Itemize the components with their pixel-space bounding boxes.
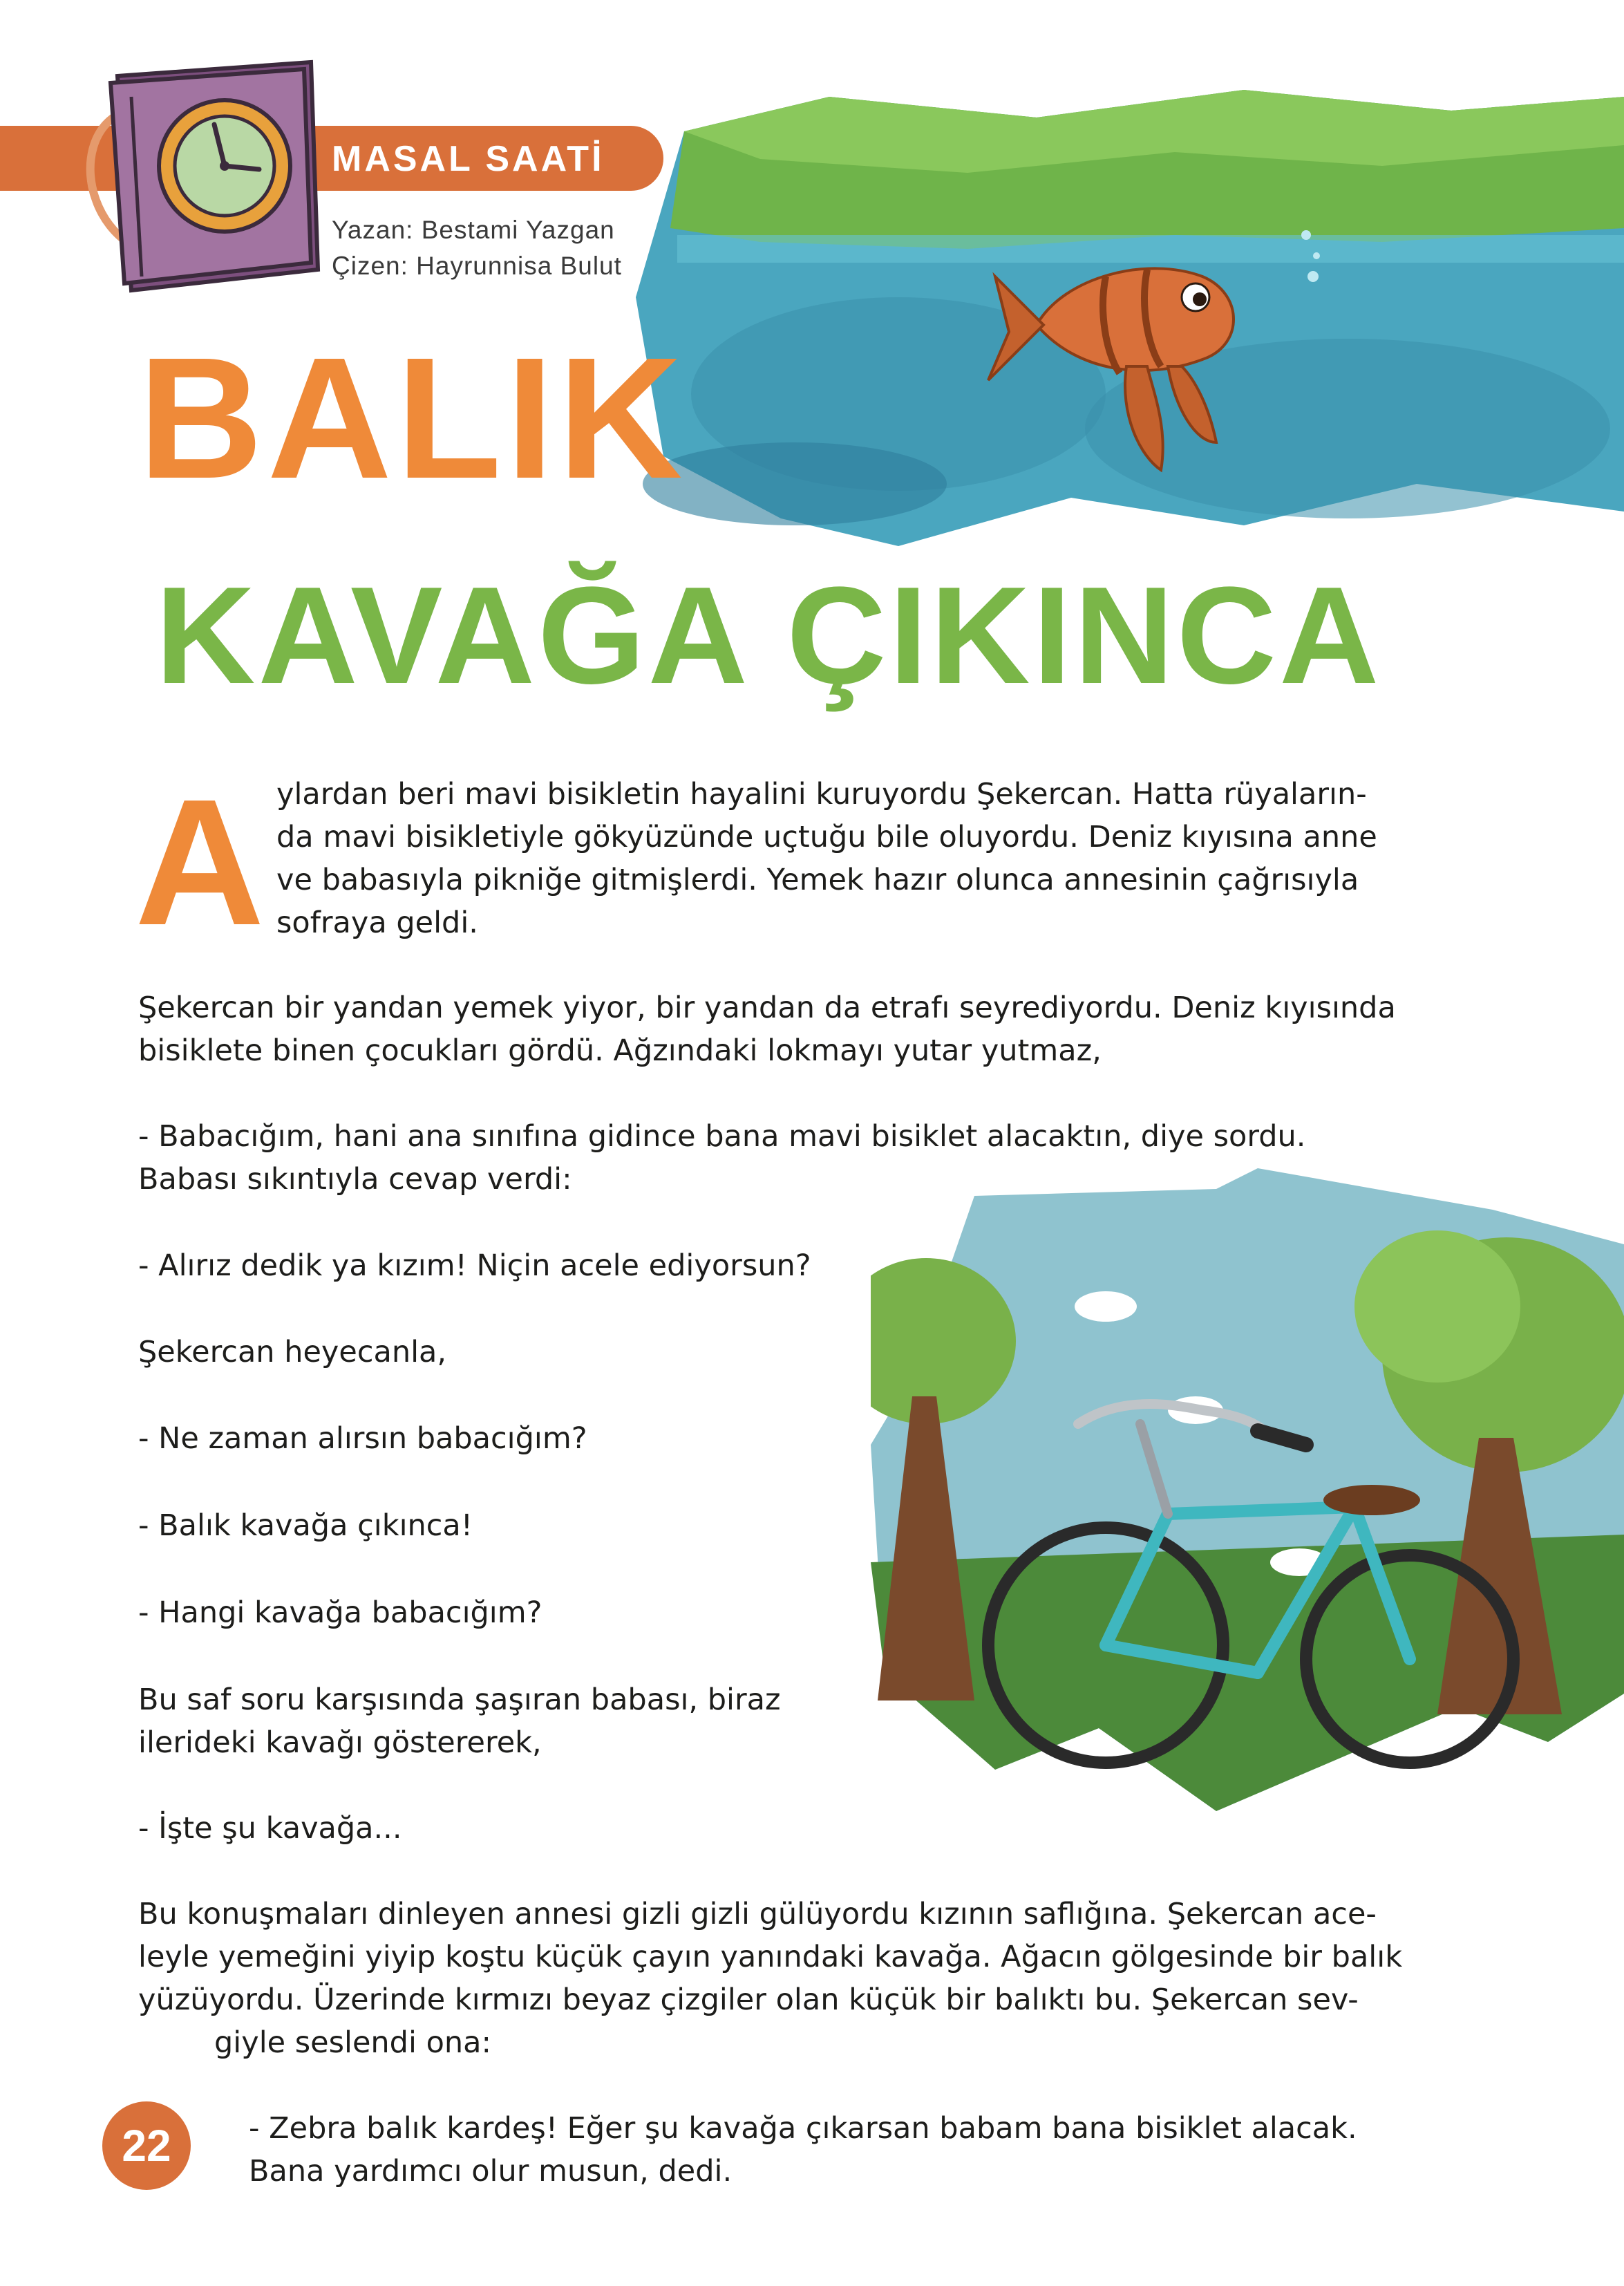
paragraph-line: - Babacığım, hani ana sınıfına gidince bana mavi bisiklet alacaktın, diye sordu. <box>138 1119 1306 1154</box>
intro-paragraph <box>276 773 1444 944</box>
bicycle-illustration <box>871 1147 1624 1873</box>
dialogue-line: - Balık kavağa çıkınca! <box>138 1508 473 1543</box>
paragraph-line: Bana yardımcı olur musun, dedi. <box>249 2154 733 2189</box>
author-credit: Yazan: Bestami Yazgan <box>332 216 615 244</box>
page-number-badge: 22 <box>102 2101 191 2190</box>
paragraph-line: leyle yemeğini yiyip koştu küçük çayın yanındaki kavağa. Ağacın gölgesinde bir balık <box>138 1940 1403 1974</box>
story-title-line1: BALIK <box>138 321 687 514</box>
intro-line: ve babasıyla pikniğe gitmişlerdi. Yemek hazır olunca annesinin çağrısıyla <box>276 863 1359 897</box>
drop-cap: A <box>135 762 265 963</box>
paragraph-line: yüzüyordu. Üzerinde kırmızı beyaz çizgiler olan küçük bir balıktı bu. Şekercan sev- <box>138 1983 1359 2017</box>
paragraph-line: Bu konuşmaları dinleyen annesi gizli gizli gülüyordu kızının saflığına. Şekercan ace- <box>138 1897 1377 1931</box>
paragraph-line: Babası sıkıntıyla cevap verdi: <box>138 1162 572 1197</box>
paragraph-5 <box>138 1893 1444 2064</box>
paragraph-line: - Zebra balık kardeş! Eğer şu kavağa çıkarsan babam bana bisiklet alacak. <box>249 2111 1357 2146</box>
paragraph-line: ilerideki kavağı göstererek, <box>138 1725 542 1760</box>
paragraph-line: bisiklete binen çocukları gördü. Ağzındaki lokmayı yutar yutmaz, <box>138 1033 1102 1068</box>
paragraph-line: giyle seslendi ona: <box>214 2025 491 2060</box>
paragraph-4 <box>138 1678 864 1764</box>
book-clock-icon <box>104 55 325 297</box>
dialogue-line: - İşte şu kavağa... <box>138 1811 402 1846</box>
series-title: MASAL SAATİ <box>332 139 605 179</box>
intro-line: da mavi bisikletiyle gökyüzünde uçtuğu bile oluyordu. Deniz kıyısına anne <box>276 820 1377 854</box>
dialogue-line: - Alırız dedik ya kızım! Niçin acele ediyorsun? <box>138 1248 811 1283</box>
paragraph-line: Bu saf soru karşısında şaşıran babası, biraz <box>138 1683 781 1717</box>
paragraph-2 <box>138 986 1444 1072</box>
paragraph-line: Şekercan bir yandan yemek yiyor, bir yandan da etrafı seyrediyordu. Deniz kıyısında <box>138 991 1396 1025</box>
paragraph-6 <box>249 2107 1444 2193</box>
intro-line: ylardan beri mavi bisikletin hayalini kuruyordu Şekercan. Hatta rüyaların- <box>276 777 1367 812</box>
illustrator-credit: Çizen: Hayrunnisa Bulut <box>332 252 622 280</box>
story-title-line2: KAVAĞA ÇIKINCA <box>155 559 1382 713</box>
fish-underwater-illustration <box>622 69 1624 553</box>
dialogue-line: Şekercan heyecanla, <box>138 1335 447 1369</box>
intro-line: sofraya geldi. <box>276 906 478 940</box>
dialogue-line: - Hangi kavağa babacığım? <box>138 1595 542 1630</box>
dialogue-line: - Ne zaman alırsın babacığım? <box>138 1421 587 1456</box>
